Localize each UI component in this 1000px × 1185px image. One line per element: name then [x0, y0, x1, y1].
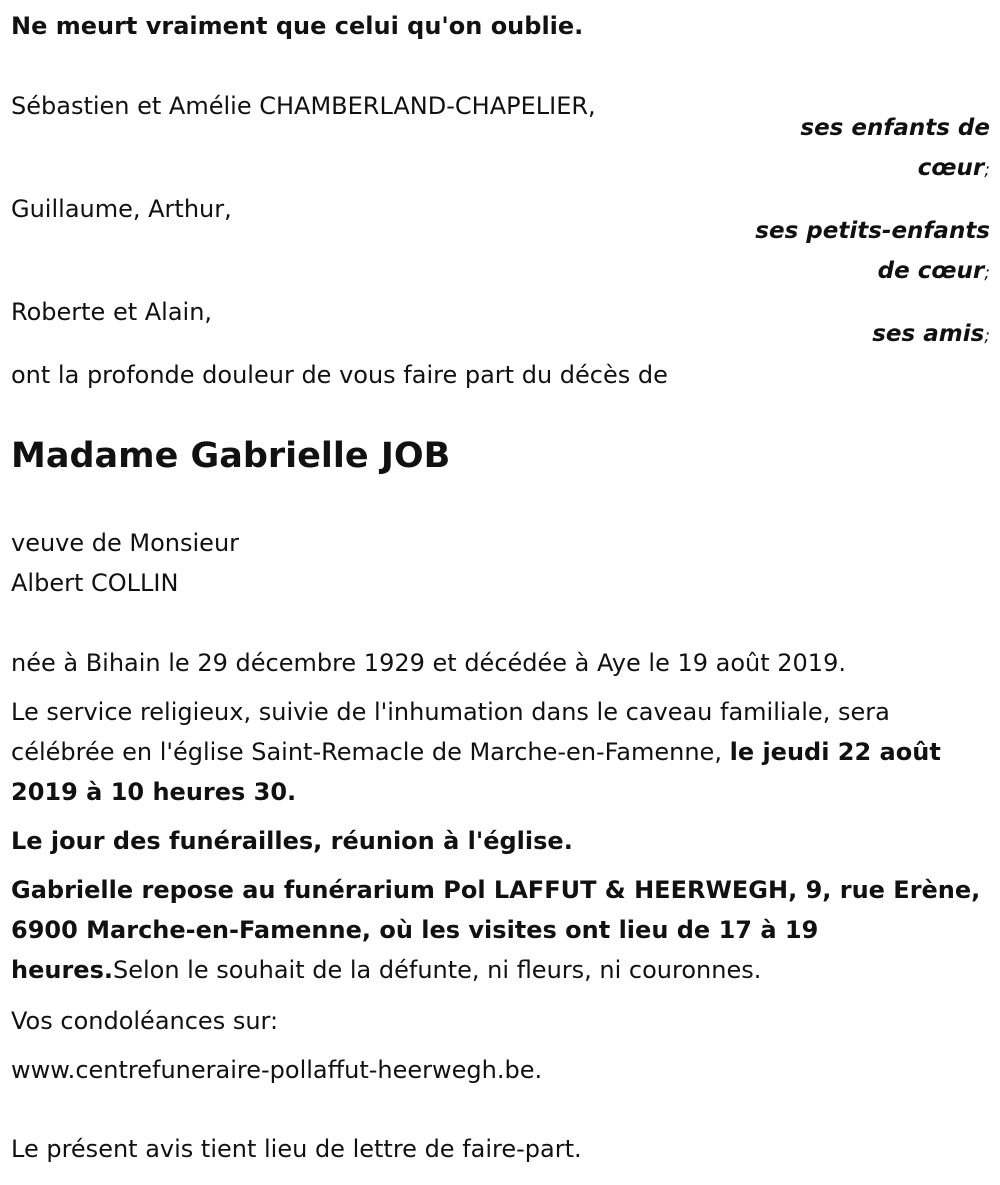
repose-paragraph	[11, 870, 986, 990]
relation-children-line2	[918, 148, 990, 190]
service-datetime: le jeudi 22 août 2019 à 10 heures 30.	[11, 738, 941, 806]
relation-grandchildren-word: de cœur	[877, 258, 985, 284]
relation-grandchildren-line1: ses petits-enfants	[755, 218, 990, 244]
meeting: Le jour des funérailles, réunion à l'église.	[11, 827, 573, 855]
motto: Ne meurt vraiment que celui qu'on oublie.	[11, 12, 584, 40]
repose-wishes: Selon le souhait de la défunte, ni fleurs, ni couronnes.	[112, 956, 762, 984]
deceased-name: Madame Gabrielle JOB	[11, 436, 451, 476]
service-paragraph	[11, 692, 986, 812]
relation-friends-word: ses amis	[872, 321, 985, 347]
relation-children-line1: ses enfants de	[800, 115, 990, 141]
friends-names: Roberte et Alain,	[11, 298, 213, 326]
closing-note: Le présent avis tient lieu de lettre de faire-part.	[11, 1135, 582, 1163]
service-text: Le service religieux, suivie de l'inhumation dans le caveau familiale, sera célébrée en l'église Saint-Remacle de Marche-en-Famenne,	[11, 698, 890, 766]
relation-children-punct: ;	[984, 160, 990, 180]
widow-line1: veuve de Monsieur	[11, 529, 240, 557]
relation-grandchildren-line2	[878, 251, 990, 293]
family-names-grandchildren: Guillaume, Arthur,	[11, 195, 232, 223]
relation-children-word: cœur	[917, 155, 985, 181]
family-names-children: Sébastien et Amélie CHAMBERLAND-CHAPELIER,	[11, 92, 596, 120]
widow-line2: Albert COLLIN	[11, 569, 179, 597]
announcement: ont la profonde douleur de vous faire part du décès de	[11, 361, 668, 389]
condolences-website: www.centrefuneraire-pollaffut-heerwegh.be.	[11, 1056, 543, 1084]
birth-death: née à Bihain le 29 décembre 1929 et décédée à Aye le 19 août 2019.	[11, 649, 846, 677]
repose-location: Gabrielle repose au funérarium Pol LAFFUT & HEERWEGH, 9, rue Erène, 6900 Marche-en-Famenne, où les visites ont lieu de 17 à 19 heures.	[11, 876, 981, 984]
relation-friends-punct: ;	[984, 326, 990, 346]
condolences-label: Vos condoléances sur:	[11, 1007, 279, 1035]
relation-friends	[872, 314, 990, 356]
family-names-friends	[11, 292, 212, 332]
relation-grandchildren-punct: ;	[984, 263, 990, 283]
